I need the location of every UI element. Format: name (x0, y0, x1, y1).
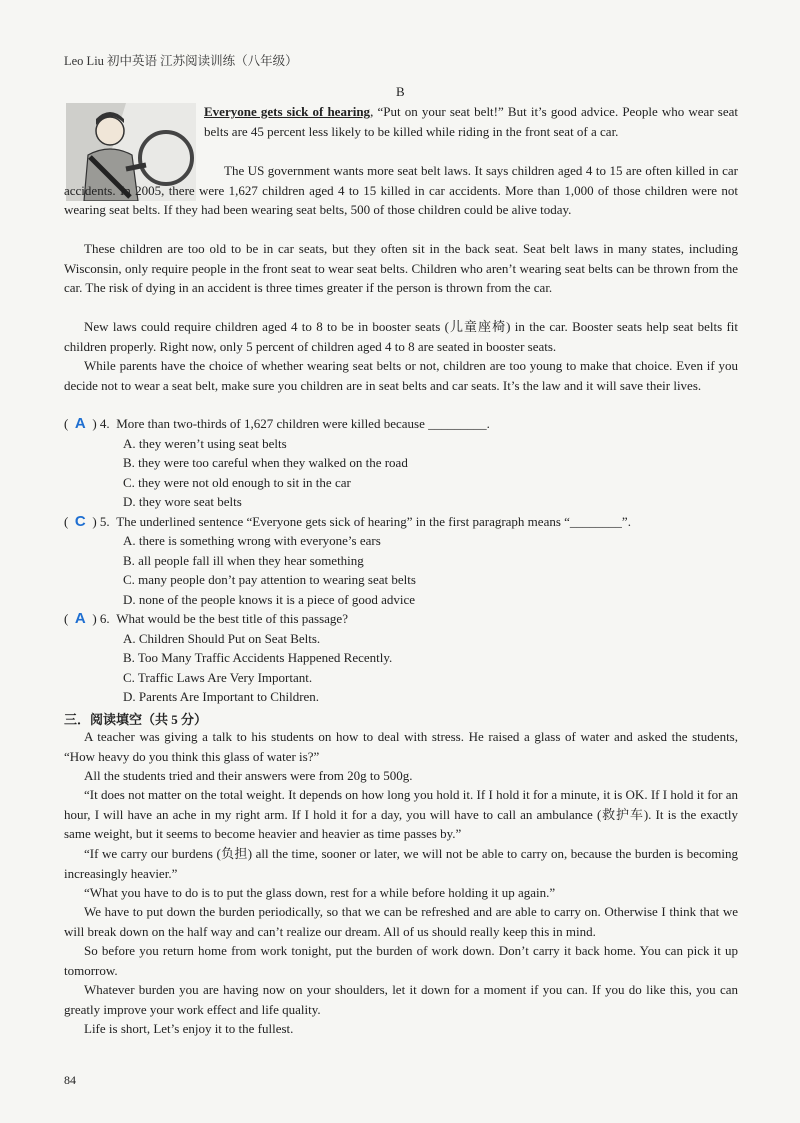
question-6: ( A ) 6. What would be the best title of this passage? (64, 610, 348, 627)
underlined-sentence: Everyone gets sick of hearing (204, 104, 371, 119)
passage-paragraph: While parents have the choice of whether wearing seat belts or not, children are too young to make that choice. Even if you decide not to wear a seat belt, make sure you children are in seat belts and car seats. It’s the law and it will save their lives. (64, 358, 738, 393)
option: D. none of the people knows it is a piece of good advice (123, 592, 416, 607)
option: D. Parents Are Important to Children. (123, 689, 320, 704)
option: C. many people don’t pay attention to wearing seat belts (123, 572, 416, 587)
option: C. Traffic Laws Are Very Important. (123, 670, 313, 685)
option: A. there is something wrong with everyone’s ears (123, 533, 381, 548)
passage2-paragraph: Life is short, Let’s enjoy it to the fullest. (84, 1021, 294, 1036)
page-header: Leo Liu 初中英语 江苏阅读训练（八年级） (64, 54, 298, 68)
passage2-paragraph: All the students tried and their answers were from 20g to 500g. (84, 768, 413, 783)
option: C. they were not old enough to sit in the car (123, 475, 351, 490)
option: B. all people fall ill when they hear something (123, 553, 364, 568)
answer-mark: A (74, 415, 86, 432)
question-4: ( A ) 4. More than two-thirds of 1,627 children were killed because _________. (64, 415, 490, 432)
option: A. they weren’t using seat belts (123, 436, 287, 451)
option: B. they were too careful when they walked on the road (123, 455, 408, 470)
passage2-paragraph: “If we carry our burdens (负担) all the time, sooner or later, we will not be able to carry on, because the burden is becoming increasingly heavier.” (64, 846, 738, 881)
option: D. they wore seat belts (123, 494, 242, 509)
passage2-paragraph: So before you return home from work tonight, put the burden of work down. Don’t carry it back home. You can pick it up tomorrow. (64, 943, 738, 978)
answer-mark: A (74, 610, 86, 627)
passage-paragraph: The US government wants more seat belt laws. It says children aged 4 to 15 are often killed in car accidents. In 2005, there were 1,627 children aged 4 to 15 killed in car accidents. More than 1,000 of those children were not wearing seat belts. If they had been wearing seat belts, 500 of those children could be alive today. (64, 163, 738, 217)
passage-paragraph: New laws could require children aged 4 to 8 to be in booster seats (儿童座椅) in the car. Booster seats help seat belts fit children properly. Right now, only 5 percent of children aged 4 to 8 are seated in booster seats. (64, 319, 738, 354)
question-5: ( C ) 5. The underlined sentence “Everyone gets sick of hearing” in the first paragraph means “________”. (64, 513, 631, 530)
passage2-paragraph: A teacher was giving a talk to his students on how to deal with stress. He raised a glass of water and asked the students, “How heavy do you think this glass of water is?” (64, 729, 738, 764)
page-number: 84 (64, 1073, 76, 1087)
option: A. Children Should Put on Seat Belts. (123, 631, 321, 646)
passage2-paragraph: We have to put down the burden periodically, so that we can be refreshed and are able to carry on. Otherwise I think that we will break down on the half way and can’t realize our dream. All of us should really keep this in mind. (64, 904, 738, 939)
passage-paragraph: These children are too old to be in car seats, but they often sit in the back seat. Seat belt laws in many states, including Wisconsin, only require people in the front seat to wear seat belts. Children who aren’t wearing seat belts can be thrown from the car. The risk of dying in an accident is three times greater if the person is thrown from the car. (64, 241, 738, 295)
section-3-title: 三．阅读填空（共 5 分） (64, 712, 208, 727)
option: B. Too Many Traffic Accidents Happened Recently. (123, 650, 393, 665)
section-letter: B (396, 84, 405, 99)
passage2-paragraph: Whatever burden you are having now on your shoulders, let it down for a moment if you can. If you do like this, you can greatly improve your work effect and life quality. (64, 982, 738, 1017)
passage2-paragraph: “What you have to do is to put the glass down, rest for a while before holding it up again.” (84, 885, 556, 900)
passage-paragraph: Everyone gets sick of hearing, “Put on your seat belt!” But it’s good advice. People who wear seat belts are 45 percent less likely to be killed while riding in the front seat of a car. (204, 104, 738, 139)
passage2-paragraph: “It does not matter on the total weight. It depends on how long you hold it. If I hold it for a minute, it is OK. If I hold it for an hour, I will have an ache in my right arm. If I hold it for a day, you will have to call an ambulance (救护车). It is the exactly same weight, but it seems to become heavier and heavier as time passes by.” (64, 787, 738, 841)
answer-mark: C (74, 513, 86, 530)
